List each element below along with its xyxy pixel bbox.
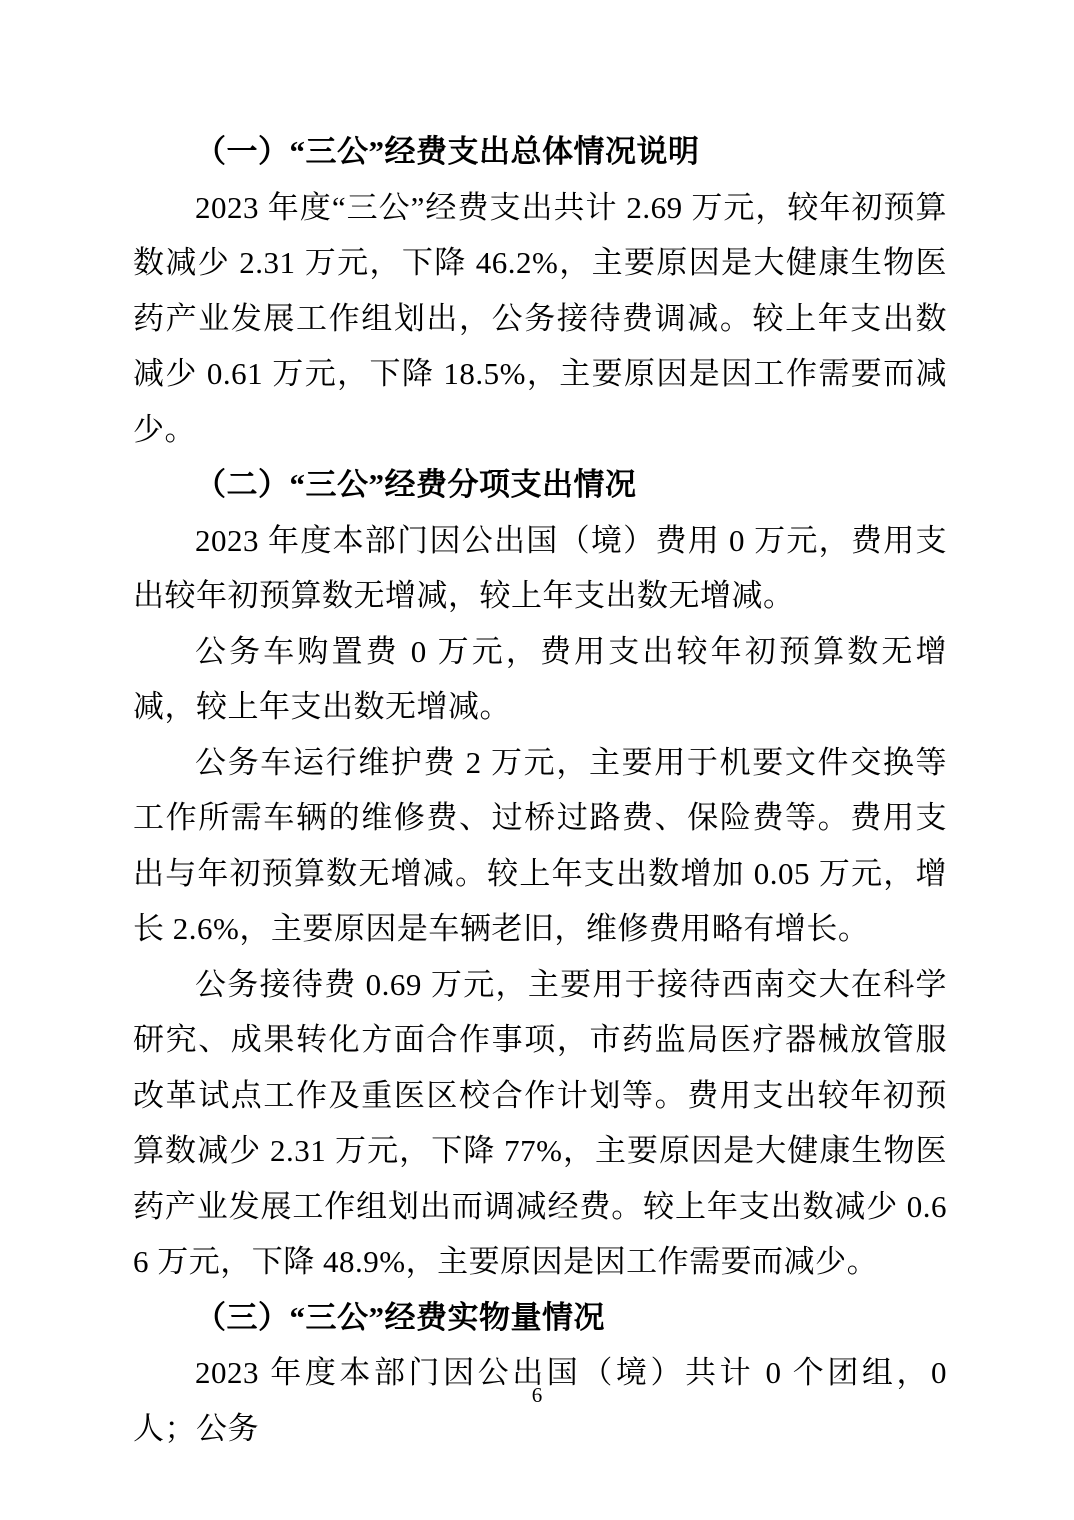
section-1-heading: （一）“三公”经费支出总体情况说明: [195, 134, 700, 169]
document-body: [133, 124, 947, 1456]
section-1-overview-paragraph: 2023 年度“三公”经费支出共计 2.69 万元，较年初预算数减少 2.31 万元，下降 46.2%，主要原因是大健康生物医药产业发展工作组划出，公务接待费调减。较上年支出数减少 0.61 万元，下降 18.5%，主要原因是因工作需要而减少。: [133, 189, 947, 447]
section-2-heading: （二）“三公”经费分项支出情况: [195, 467, 637, 502]
paragraph-vehicle-maintenance-expense: 公务车运行维护费 2 万元，主要用于机要文件交换等工作所需车辆的维修费、过桥过路费、保险费等。费用支出与年初预算数无增减。较上年支出数增加 0.05 万元，增长 2.6%，主要原因是车辆老旧，维修费用略有增长。: [133, 744, 947, 946]
paragraph-official-reception-expense: 公务接待费 0.69 万元，主要用于接待西南交大在科学研究、成果转化方面合作事项，市药监局医疗器械放管服改革试点工作及重医区校合作计划等。费用支出较年初预算数减少 2.31 万元，下降 77%，主要原因是大健康生物医药产业发展工作组划出而调减经费。较上年支出数减少 0.66 万元，下降 48.9%，主要原因是因工作需要而减少。: [133, 966, 947, 1279]
section-3-heading: （三）“三公”经费实物量情况: [195, 1299, 605, 1335]
paragraph-abroad-expense: 2023 年度本部门因公出国（境）费用 0 万元，费用支出较年初预算数无增减，较上年支出数无增减。: [133, 522, 947, 613]
paragraph-vehicle-purchase-expense: 公务车购置费 0 万元，费用支出较年初预算数无增减，较上年支出数无增减。: [133, 633, 947, 724]
page-number: 6: [531, 1383, 543, 1407]
paragraph-physical-quantity: 2023 年度本部门因公出国（境）共计 0 个团组，0 人；公务: [133, 1355, 947, 1446]
